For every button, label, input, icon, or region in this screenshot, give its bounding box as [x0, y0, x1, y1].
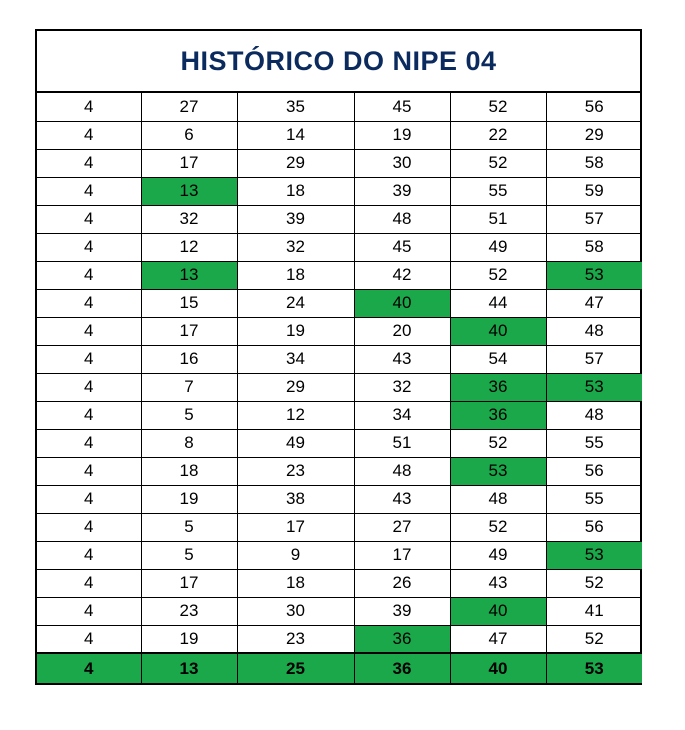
table-cell[interactable]: 40: [450, 597, 546, 625]
table-cell[interactable]: 45: [354, 93, 450, 121]
table-cell[interactable]: 39: [237, 205, 354, 233]
table-cell[interactable]: 29: [546, 121, 642, 149]
table-cell[interactable]: 48: [450, 485, 546, 513]
table-cell[interactable]: 12: [141, 233, 237, 261]
table-cell[interactable]: 53: [450, 457, 546, 485]
table-cell[interactable]: 19: [237, 317, 354, 345]
table-cell[interactable]: 17: [141, 149, 237, 177]
table-cell[interactable]: 4: [37, 597, 141, 625]
table-cell[interactable]: 8: [141, 429, 237, 457]
table-cell[interactable]: 55: [450, 177, 546, 205]
table-cell[interactable]: 4: [37, 93, 141, 121]
table-cell[interactable]: 4: [37, 513, 141, 541]
table-cell[interactable]: 35: [237, 93, 354, 121]
table-cell[interactable]: 56: [546, 93, 642, 121]
total-cell[interactable]: 13: [141, 653, 237, 683]
table-cell[interactable]: 7: [141, 373, 237, 401]
table-row: [37, 317, 642, 345]
table-row: [37, 485, 642, 513]
table-cell[interactable]: 17: [141, 317, 237, 345]
table-cell[interactable]: 4: [37, 205, 141, 233]
table-cell[interactable]: 4: [37, 121, 141, 149]
table-body: [37, 93, 642, 683]
table-cell[interactable]: 52: [450, 429, 546, 457]
table-cell[interactable]: 6: [141, 121, 237, 149]
table-cell[interactable]: 38: [237, 485, 354, 513]
table-cell[interactable]: 36: [450, 373, 546, 401]
table-cell[interactable]: 55: [546, 429, 642, 457]
table-cell[interactable]: 14: [237, 121, 354, 149]
table-cell[interactable]: 4: [37, 177, 141, 205]
table-cell[interactable]: 5: [141, 541, 237, 569]
table-cell[interactable]: 52: [546, 569, 642, 597]
table-row: [37, 457, 642, 485]
table-cell[interactable]: 51: [450, 205, 546, 233]
table-cell[interactable]: 53: [546, 373, 642, 401]
table-cell[interactable]: 23: [237, 457, 354, 485]
table-cell[interactable]: 4: [37, 261, 141, 289]
table-cell[interactable]: 22: [450, 121, 546, 149]
table-cell[interactable]: 4: [37, 345, 141, 373]
table-cell[interactable]: 4: [37, 373, 141, 401]
table-cell[interactable]: 52: [450, 261, 546, 289]
table-cell[interactable]: 4: [37, 485, 141, 513]
table-cell[interactable]: 17: [141, 569, 237, 597]
table-cell[interactable]: 40: [450, 317, 546, 345]
table-cell[interactable]: 9: [237, 541, 354, 569]
table-cell[interactable]: 18: [237, 261, 354, 289]
table-cell[interactable]: 27: [354, 513, 450, 541]
table-cell[interactable]: 53: [546, 541, 642, 569]
total-cell[interactable]: 25: [237, 653, 354, 683]
table-cell[interactable]: 36: [354, 625, 450, 653]
table-cell[interactable]: 19: [141, 485, 237, 513]
table-row: [37, 233, 642, 261]
table-cell[interactable]: 45: [354, 233, 450, 261]
history-sheet: [35, 29, 642, 685]
total-cell[interactable]: 40: [450, 653, 546, 683]
table-cell[interactable]: 34: [354, 401, 450, 429]
table-cell[interactable]: 19: [141, 625, 237, 653]
table-cell[interactable]: 56: [546, 457, 642, 485]
table-row: [37, 569, 642, 597]
table-cell[interactable]: 40: [354, 289, 450, 317]
table-cell[interactable]: 18: [237, 177, 354, 205]
table-row: [37, 597, 642, 625]
table-row: [37, 513, 642, 541]
table-cell[interactable]: 43: [354, 345, 450, 373]
table-cell[interactable]: 30: [354, 149, 450, 177]
table-row: [37, 261, 642, 289]
table-cell[interactable]: 23: [237, 625, 354, 653]
sheet-title: HISTÓRICO DO NIPE 04: [37, 31, 640, 93]
table-cell[interactable]: 47: [546, 289, 642, 317]
table-cell[interactable]: 12: [237, 401, 354, 429]
table-cell[interactable]: 58: [546, 149, 642, 177]
table-cell[interactable]: 18: [237, 569, 354, 597]
total-cell[interactable]: 53: [546, 653, 642, 683]
table-cell[interactable]: 59: [546, 177, 642, 205]
table-cell[interactable]: 43: [354, 485, 450, 513]
table-cell[interactable]: 27: [141, 93, 237, 121]
table-cell[interactable]: 52: [546, 625, 642, 653]
table-cell[interactable]: 4: [37, 233, 141, 261]
table-cell[interactable]: 56: [546, 513, 642, 541]
total-row: [37, 653, 642, 683]
table-row: [37, 625, 642, 653]
table-row: [37, 177, 642, 205]
table-cell[interactable]: 52: [450, 149, 546, 177]
table-cell[interactable]: 4: [37, 289, 141, 317]
table-cell[interactable]: 16: [141, 345, 237, 373]
table-cell[interactable]: 17: [237, 513, 354, 541]
table-cell[interactable]: 4: [37, 569, 141, 597]
table-row: [37, 345, 642, 373]
table-cell[interactable]: 26: [354, 569, 450, 597]
table-cell[interactable]: 23: [141, 597, 237, 625]
table-cell[interactable]: 4: [37, 541, 141, 569]
table-cell[interactable]: 5: [141, 513, 237, 541]
table-cell[interactable]: 52: [450, 513, 546, 541]
table-cell[interactable]: 4: [37, 625, 141, 653]
table-cell[interactable]: 30: [237, 597, 354, 625]
table-cell[interactable]: 52: [450, 93, 546, 121]
table-cell[interactable]: 4: [37, 429, 141, 457]
table-cell[interactable]: 32: [237, 233, 354, 261]
table-cell[interactable]: 29: [237, 149, 354, 177]
table-cell[interactable]: 51: [354, 429, 450, 457]
table-cell[interactable]: 5: [141, 401, 237, 429]
table-cell[interactable]: 4: [37, 149, 141, 177]
table-row: [37, 93, 642, 121]
table-row: [37, 289, 642, 317]
table-cell[interactable]: 4: [37, 317, 141, 345]
table-cell[interactable]: 17: [354, 541, 450, 569]
total-cell[interactable]: 36: [354, 653, 450, 683]
table-cell[interactable]: 24: [237, 289, 354, 317]
table-cell[interactable]: 20: [354, 317, 450, 345]
table-cell[interactable]: 57: [546, 205, 642, 233]
table-row: [37, 429, 642, 457]
table-cell[interactable]: 18: [141, 457, 237, 485]
table-cell[interactable]: 43: [450, 569, 546, 597]
table-cell[interactable]: 42: [354, 261, 450, 289]
table-cell[interactable]: 49: [450, 541, 546, 569]
history-table: [37, 93, 642, 683]
table-cell[interactable]: 48: [546, 317, 642, 345]
table-cell[interactable]: 49: [237, 429, 354, 457]
table-cell[interactable]: 36: [450, 401, 546, 429]
table-cell[interactable]: 47: [450, 625, 546, 653]
table-cell[interactable]: 48: [546, 401, 642, 429]
table-cell[interactable]: 39: [354, 597, 450, 625]
table-cell[interactable]: 32: [354, 373, 450, 401]
table-cell[interactable]: 32: [141, 205, 237, 233]
table-row: [37, 121, 642, 149]
table-cell[interactable]: 29: [237, 373, 354, 401]
table-row: [37, 541, 642, 569]
table-cell[interactable]: 53: [546, 261, 642, 289]
table-row: [37, 205, 642, 233]
table-row: [37, 373, 642, 401]
table-cell[interactable]: 49: [450, 233, 546, 261]
table-cell[interactable]: 55: [546, 485, 642, 513]
table-cell[interactable]: 13: [141, 177, 237, 205]
table-cell[interactable]: 13: [141, 261, 237, 289]
table-row: [37, 401, 642, 429]
table-cell[interactable]: 15: [141, 289, 237, 317]
table-cell[interactable]: 41: [546, 597, 642, 625]
table-cell[interactable]: 58: [546, 233, 642, 261]
table-cell[interactable]: 39: [354, 177, 450, 205]
table-cell[interactable]: 4: [37, 401, 141, 429]
table-cell[interactable]: 44: [450, 289, 546, 317]
table-cell[interactable]: 34: [237, 345, 354, 373]
total-cell[interactable]: 4: [37, 653, 141, 683]
table-cell[interactable]: 57: [546, 345, 642, 373]
table-cell[interactable]: 48: [354, 457, 450, 485]
table-cell[interactable]: 19: [354, 121, 450, 149]
table-cell[interactable]: 54: [450, 345, 546, 373]
table-cell[interactable]: 4: [37, 457, 141, 485]
table-cell[interactable]: 48: [354, 205, 450, 233]
table-row: [37, 149, 642, 177]
